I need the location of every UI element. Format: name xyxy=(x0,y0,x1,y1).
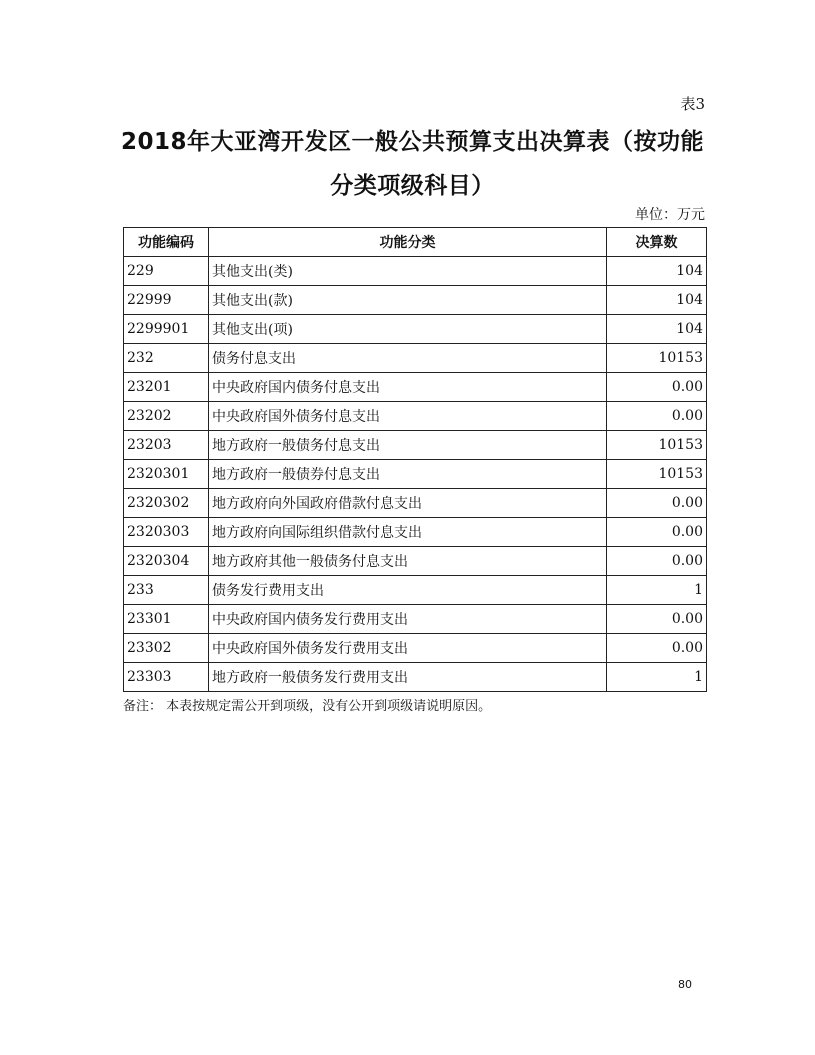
table-row xyxy=(124,518,707,547)
row-code: 2320304 xyxy=(124,547,209,576)
row-code: 2320303 xyxy=(124,518,209,547)
row-name: 债务发行费用支出 xyxy=(209,576,607,605)
row-code: 233 xyxy=(124,576,209,605)
row-amount: 104 xyxy=(607,286,707,315)
row-code: 23303 xyxy=(124,663,209,692)
table-row xyxy=(124,489,707,518)
row-code: 23202 xyxy=(124,402,209,431)
table-row xyxy=(124,663,707,692)
footnote: 备注： 本表按规定需公开到项级，没有公开到项级请说明原因。 xyxy=(123,699,492,714)
table-row xyxy=(124,402,707,431)
page-title: 2018年大亚湾开发区一般公共预算支出决算表（按功能分类项级科目） xyxy=(120,129,704,199)
table-row xyxy=(124,460,707,489)
budget-table xyxy=(123,227,707,692)
table-row xyxy=(124,344,707,373)
row-code: 2320301 xyxy=(124,460,209,489)
table-row xyxy=(124,431,707,460)
row-amount: 0.00 xyxy=(607,547,707,576)
table-row xyxy=(124,576,707,605)
header-function-code: 功能编码 xyxy=(124,228,209,257)
row-amount: 104 xyxy=(607,315,707,344)
row-code: 23201 xyxy=(124,373,209,402)
row-amount: 10153 xyxy=(607,431,707,460)
row-amount: 0.00 xyxy=(607,634,707,663)
row-name: 债务付息支出 xyxy=(209,344,607,373)
row-amount: 1 xyxy=(607,663,707,692)
row-name: 其他支出(项) xyxy=(209,315,607,344)
row-amount: 0.00 xyxy=(607,605,707,634)
row-name: 中央政府国内债务发行费用支出 xyxy=(209,605,607,634)
row-code: 2299901 xyxy=(124,315,209,344)
row-name: 中央政府国内债务付息支出 xyxy=(209,373,607,402)
table-label: 表3 xyxy=(680,95,705,113)
row-amount: 1 xyxy=(607,576,707,605)
table-row xyxy=(124,315,707,344)
row-name: 地方政府其他一般债务付息支出 xyxy=(209,547,607,576)
row-code: 2320302 xyxy=(124,489,209,518)
table-row xyxy=(124,634,707,663)
row-name: 中央政府国外债务发行费用支出 xyxy=(209,634,607,663)
row-code: 22999 xyxy=(124,286,209,315)
row-amount: 104 xyxy=(607,257,707,286)
table-row xyxy=(124,547,707,576)
page-number: 80 xyxy=(678,978,692,991)
row-name: 地方政府一般债券付息支出 xyxy=(209,460,607,489)
row-name: 地方政府一般债务发行费用支出 xyxy=(209,663,607,692)
row-name: 中央政府国外债务付息支出 xyxy=(209,402,607,431)
unit-label: 单位：万元 xyxy=(635,207,705,223)
table-row xyxy=(124,257,707,286)
header-final-amount: 决算数 xyxy=(607,228,707,257)
header-function-category: 功能分类 xyxy=(209,228,607,257)
row-amount: 0.00 xyxy=(607,518,707,547)
table-header-row xyxy=(124,228,707,257)
table-row xyxy=(124,286,707,315)
row-name: 其他支出(类) xyxy=(209,257,607,286)
row-amount: 10153 xyxy=(607,344,707,373)
row-amount: 0.00 xyxy=(607,373,707,402)
row-code: 232 xyxy=(124,344,209,373)
row-name: 地方政府一般债务付息支出 xyxy=(209,431,607,460)
row-amount: 0.00 xyxy=(607,402,707,431)
row-amount: 10153 xyxy=(607,460,707,489)
row-code: 23302 xyxy=(124,634,209,663)
row-name: 地方政府向国际组织借款付息支出 xyxy=(209,518,607,547)
row-name: 其他支出(款) xyxy=(209,286,607,315)
table-row xyxy=(124,605,707,634)
row-amount: 0.00 xyxy=(607,489,707,518)
row-code: 229 xyxy=(124,257,209,286)
row-code: 23301 xyxy=(124,605,209,634)
row-code: 23203 xyxy=(124,431,209,460)
table-row xyxy=(124,373,707,402)
row-name: 地方政府向外国政府借款付息支出 xyxy=(209,489,607,518)
